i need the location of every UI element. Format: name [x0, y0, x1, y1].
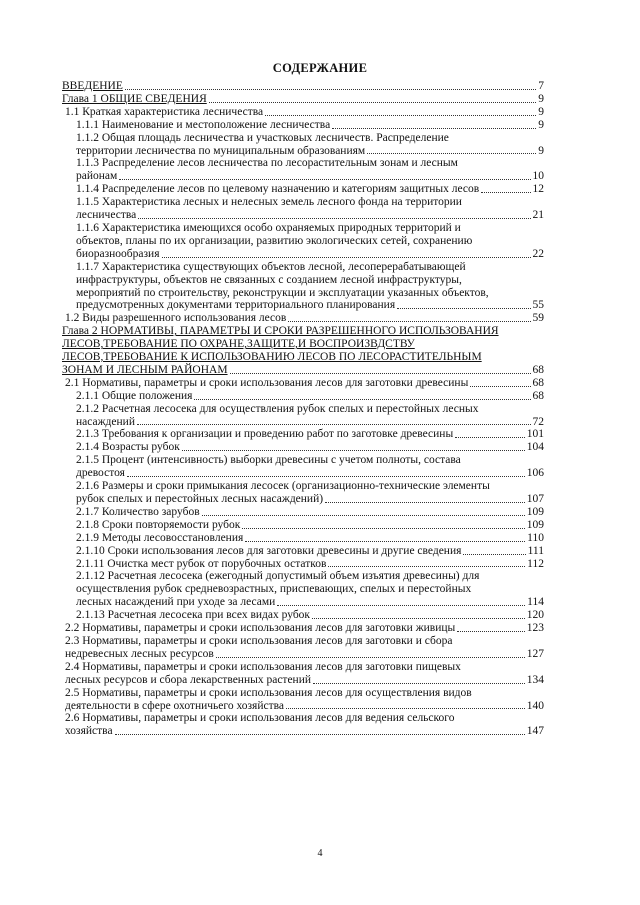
toc-entry-text: предусмотренных документами территориального планирования [76, 299, 396, 312]
dot-leader [138, 218, 530, 219]
toc-entry-text: ЛЕСОВ,ТРЕБОВАНИЕ К ИСПОЛЬЗОВАНИЮ ЛЕСОВ ПО ЛЕСОРАСТИТЕЛЬНЫМ [62, 351, 482, 364]
dot-leader [230, 373, 531, 374]
toc-page-number: 114 [527, 596, 544, 609]
toc-entry[interactable] [76, 196, 544, 222]
toc-entry[interactable] [76, 157, 544, 183]
toc-entry[interactable] [76, 532, 544, 545]
dot-leader [245, 541, 525, 542]
table-of-contents [62, 80, 544, 738]
dot-leader [125, 89, 536, 90]
toc-page-number: 59 [532, 312, 544, 325]
toc-entry-text: 2.1.8 Сроки повторяемости рубок [76, 518, 241, 531]
toc-page-number: 68 [532, 389, 544, 402]
toc-page-number: 9 [538, 105, 544, 118]
toc-entry-text: ЛЕСОВ,ТРЕБОВАНИЕ ПО ОХРАНЕ,ЗАЩИТЕ,И ВОСПРОИЗВДСТВУ [62, 338, 415, 351]
dot-leader [127, 476, 525, 477]
toc-page-number: 10 [532, 170, 544, 183]
toc-page-number: 68 [532, 363, 544, 376]
toc-entry-text: территории лесничества по муниципальным образованиям [76, 144, 366, 157]
toc-page-number: 147 [526, 725, 544, 738]
toc-page-number: 68 [532, 376, 544, 389]
dot-leader [286, 708, 525, 709]
toc-page-number: 104 [526, 441, 544, 454]
toc-entry-text: 2.1.10 Сроки использования лесов для заготовки древесины и другие сведения [76, 544, 462, 557]
toc-entry-text: 2.3 Нормативы, параметры и сроки использования лесов для заготовки и сбора [65, 634, 453, 647]
toc-entry[interactable] [76, 428, 544, 441]
toc-entry-text: недревесных лесных ресурсов [65, 647, 214, 660]
toc-entry[interactable] [62, 93, 544, 106]
toc-entry[interactable] [65, 661, 544, 687]
toc-entry-text: 2.4 Нормативы, параметры и сроки использования лесов для заготовки пищевых [65, 660, 461, 673]
toc-entry[interactable] [76, 390, 544, 403]
toc-entry-text: Глава 2 НОРМАТИВЫ, ПАРАМЕТРЫ И СРОКИ РАЗРЕШЕННОГО ИСПОЛЬЗОВАНИЯ [62, 325, 499, 338]
toc-entry[interactable] [65, 312, 544, 325]
dot-leader [137, 424, 531, 425]
toc-page-number: 55 [532, 299, 544, 312]
toc-entry[interactable] [62, 80, 544, 93]
dot-leader [162, 257, 531, 258]
toc-entry-text: 2.1.6 Размеры и сроки примыкания лесосек (организационно-технические элементы [76, 480, 490, 493]
toc-entry-text: деятельности в сфере охотничьего хозяйства [65, 699, 284, 712]
toc-entry-text: Глава 1 ОБЩИЕ СВЕДЕНИЯ [62, 92, 207, 105]
toc-entry-text: 2.1 Нормативы, параметры и сроки использования лесов для заготовки древесины [65, 376, 469, 389]
toc-entry[interactable] [76, 545, 544, 558]
dot-leader [119, 179, 530, 180]
toc-entry[interactable] [76, 454, 544, 480]
toc-page-number: 111 [527, 544, 544, 557]
toc-entry-text: районам [76, 170, 118, 183]
toc-page-number: 21 [532, 209, 544, 222]
toc-entry-text: 2.1.1 Общие положения [76, 389, 193, 402]
toc-entry-text: 1.1 Краткая характеристика лесничества [65, 105, 264, 118]
toc-page-number: 72 [532, 415, 544, 428]
dot-leader [397, 308, 530, 309]
dot-leader [455, 437, 525, 438]
toc-entry-text: ЗОНАМ И ЛЕСНЫМ РАЙОНАМ [62, 363, 228, 376]
dot-leader [481, 192, 530, 193]
toc-page-number: 7 [538, 80, 544, 92]
dot-leader [463, 554, 525, 555]
toc-entry-text: инфраструктуры, объектов не связанных с созданием лесной инфраструктуры, [76, 273, 462, 286]
toc-page-number: 9 [538, 92, 544, 105]
dot-leader [367, 153, 536, 154]
toc-entry[interactable] [76, 506, 544, 519]
toc-page-number: 110 [527, 531, 544, 544]
dot-leader [202, 515, 525, 516]
dot-leader [265, 115, 536, 116]
toc-page-number: 101 [526, 428, 544, 441]
toc-entry-text: 2.1.9 Методы лесовосстановления [76, 531, 244, 544]
toc-entry-text: 2.1.7 Количество зарубов [76, 505, 200, 518]
toc-entry[interactable] [76, 119, 544, 132]
toc-entry[interactable] [62, 325, 544, 377]
toc-entry-text: лесных ресурсов и сбора лекарственных растений [65, 673, 312, 686]
toc-entry[interactable] [65, 622, 544, 635]
toc-entry-text: 2.1.3 Требования к организации и проведению работ по заготовке древесины [76, 428, 454, 441]
toc-page-number: 9 [538, 118, 544, 131]
toc-entry-text: 2.1.5 Процент (интенсивность) выборки древесины с учетом полноты, состава [76, 454, 461, 467]
toc-entry-text: древостоя [76, 467, 125, 480]
toc-entry[interactable] [76, 261, 544, 313]
dot-leader [277, 605, 525, 606]
dot-leader [313, 683, 525, 684]
dot-leader [332, 128, 536, 129]
toc-page-number: 112 [527, 557, 544, 570]
toc-entry[interactable] [76, 480, 544, 506]
toc-entry-text: лесных насаждений при уходе за лесами [76, 596, 276, 609]
dot-leader [470, 386, 530, 387]
dot-leader [312, 618, 525, 619]
dot-leader [194, 399, 530, 400]
toc-entry[interactable] [76, 570, 544, 609]
toc-entry[interactable] [76, 403, 544, 429]
dot-leader [182, 450, 525, 451]
page-title: СОДЕРЖАНИЕ [272, 61, 368, 75]
dot-leader [115, 734, 525, 735]
toc-page-number: 120 [526, 609, 544, 622]
toc-page-number: 109 [526, 505, 544, 518]
toc-page-number: 12 [532, 183, 544, 196]
toc-entry-text: 1.1.6 Характеристика имеющихся особо охраняемых природных территорий и [76, 221, 461, 234]
toc-entry-text: насаждений [76, 415, 135, 428]
toc-entry-text: 1.2 Виды разрешенного использования лесов [65, 312, 287, 325]
toc-entry-text: 2.5 Нормативы, параметры и сроки использования лесов для осуществления видов [65, 686, 472, 699]
toc-page-number: 9 [538, 144, 544, 157]
dot-leader [325, 502, 525, 503]
dot-leader [216, 657, 525, 658]
toc-page-number: 107 [526, 493, 544, 505]
toc-entry-text: хозяйства [65, 725, 113, 738]
toc-entry[interactable] [76, 519, 544, 532]
toc-entry-text: 1.1.5 Характеристика лесных и нелесных земель лесного фонда на территории [76, 196, 462, 209]
toc-entry[interactable] [65, 712, 544, 738]
toc-entry[interactable] [65, 106, 544, 119]
dot-leader [209, 102, 537, 103]
toc-page-number: 127 [526, 647, 544, 660]
dot-leader [328, 566, 525, 567]
toc-entry[interactable] [76, 558, 544, 571]
toc-entry-text: 1.1.2 Общая площадь лесничества и участковых лесничеств. Распределение [76, 131, 449, 144]
toc-page-number: 134 [526, 673, 544, 686]
page-number: 4 [317, 848, 323, 859]
toc-entry[interactable] [76, 609, 544, 622]
toc-entry-text: 2.2 Нормативы, параметры и сроки использования лесов для заготовки живицы [65, 622, 456, 635]
toc-entry[interactable] [76, 183, 544, 196]
toc-entry[interactable] [76, 441, 544, 454]
toc-entry-text: 2.6 Нормативы, параметры и сроки использования лесов для ведения сельского [65, 712, 455, 725]
toc-entry-text: 2.1.12 Расчетная лесосека (ежегодный допустимый объем изъятия древесины) для [76, 570, 480, 583]
toc-entry-text: 1.1.3 Распределение лесов лесничества по лесорастительным зонам и лесным [76, 157, 458, 170]
toc-entry-text: объектов, планы по их организации, развитию экологических сетей, сохранению [76, 234, 473, 247]
toc-entry-text: ВВЕДЕНИЕ [62, 80, 123, 92]
toc-entry-text: 2.1.13 Расчетная лесосека при всех видах рубок [76, 609, 311, 622]
toc-entry-text: осуществления рубок средневозрастных, приспевающих, спелых и перестойных [76, 583, 472, 596]
toc-entry-text: 1.1.1 Наименование и местоположение лесничества [76, 118, 331, 131]
toc-page-number: 123 [526, 622, 544, 635]
dot-leader [457, 631, 524, 632]
toc-page-number: 140 [526, 699, 544, 712]
toc-entry[interactable] [76, 132, 544, 158]
toc-entry-text: биоразнообразия [76, 247, 160, 260]
toc-entry[interactable] [76, 222, 544, 261]
toc-entry[interactable] [65, 377, 544, 390]
toc-entry-text: лесничества [76, 209, 137, 222]
toc-page-number: 109 [526, 518, 544, 531]
toc-entry-text: 2.1.2 Расчетная лесосека для осуществления рубок спелых и перестойных лесных [76, 402, 479, 415]
dot-leader [242, 528, 524, 529]
toc-entry-text: рубок спелых и перестойных лесных насаждений) [76, 493, 324, 505]
toc-entry[interactable] [65, 687, 544, 713]
dot-leader [288, 321, 530, 322]
toc-page-number: 106 [526, 467, 544, 480]
toc-entry-text: 1.1.7 Характеристика существующих объектов лесной, лесоперерабатывающей [76, 260, 466, 273]
toc-entry-text: 1.1.4 Распределение лесов по целевому назначению и категориям защитных лесов [76, 183, 480, 196]
toc-page-number: 22 [532, 247, 544, 260]
toc-entry-text: 2.1.11 Очистка мест рубок от порубочных остатков [76, 557, 327, 570]
toc-entry[interactable] [65, 635, 544, 661]
toc-entry-text: 2.1.4 Возрасты рубок [76, 441, 180, 454]
toc-entry-text: мероприятий по строительству, реконструкции и эксплуатации указанных объектов, [76, 286, 489, 299]
